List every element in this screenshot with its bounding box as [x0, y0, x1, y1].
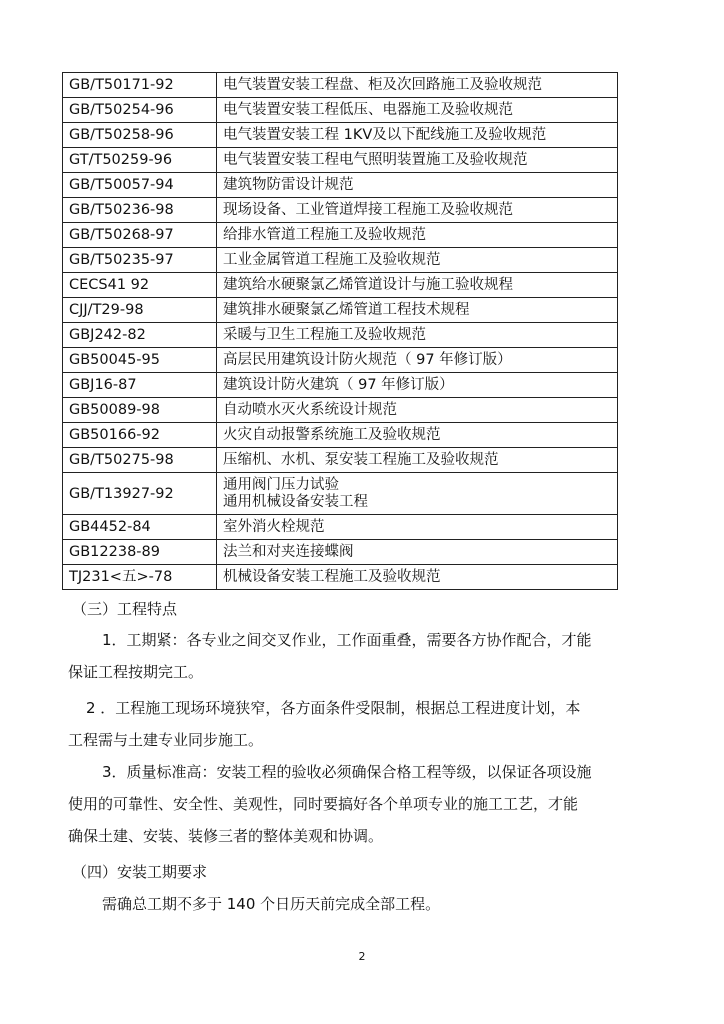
table-row: [63, 373, 618, 398]
standard-name-cell: [217, 398, 618, 423]
table-row: [63, 298, 618, 323]
standard-name-line: 给排水管道工程施工及验收规范: [223, 227, 426, 243]
table-row: [63, 423, 618, 448]
standard-name-cell: [217, 98, 618, 123]
standard-name-line: 建筑给水硬聚氯乙烯管道设计与施工验收规程: [223, 277, 513, 293]
standard-code-cell: GB/T13927-92: [63, 473, 217, 515]
standard-name-cell: [217, 73, 618, 98]
standard-code-cell: GB50045-95: [63, 348, 217, 373]
standard-code-cell: CJJ/T29-98: [63, 298, 217, 323]
section3-heading: （三）工程特点: [72, 600, 178, 618]
section3-p3-line2: 使用的可靠性、安全性、美观性，同时要搞好各个单项专业的施工工艺，才能: [68, 795, 579, 813]
standard-name-cell: [217, 223, 618, 248]
table-row: [63, 348, 618, 373]
standard-name-line: 现场设备、工业管道焊接工程施工及验收规范: [223, 202, 513, 218]
standard-name-cell: [217, 515, 618, 540]
standard-code-cell: TJ231<五>-78: [63, 565, 217, 590]
standard-name-line: 电气装置安装工程低压、电器施工及验收规范: [223, 102, 513, 118]
standard-name-cell: [217, 248, 618, 273]
section4-heading: （四）安装工期要求: [72, 863, 208, 881]
standard-code-cell: GT/T50259-96: [63, 148, 217, 173]
standard-name-cell: [217, 198, 618, 223]
section3-p3-line1: 3．质量标准高：安装工程的验收必须确保合格工程等级，以保证各项设施: [102, 763, 592, 781]
section3-p1-line1: 1．工期紧：各专业之间交叉作业，工作面重叠，需要各方协作配合，才能: [102, 631, 592, 649]
standard-code-cell: GB/T50057-94: [63, 173, 217, 198]
standard-name-line: 建筑排水硬聚氯乙烯管道工程技术规程: [223, 302, 470, 318]
standard-name-cell: [217, 348, 618, 373]
standard-code-cell: GB50089-98: [63, 398, 217, 423]
standard-code-cell: GB/T50275-98: [63, 448, 217, 473]
standard-code-cell: GB50166-92: [63, 423, 217, 448]
standard-code-cell: GB/T50171-92: [63, 73, 217, 98]
table-row: [63, 123, 618, 148]
standard-code-cell: GBJ16-87: [63, 373, 217, 398]
table-row: [63, 448, 618, 473]
standard-name-cell: [217, 273, 618, 298]
table-row: [63, 273, 618, 298]
standard-name-line: 建筑设计防火建筑（ 97 年修订版）: [223, 377, 454, 393]
section3-p1-line2: 保证工程按期完工。: [68, 663, 204, 681]
section4-paragraph: [68, 888, 624, 920]
table-row: [63, 198, 618, 223]
standard-name-cell: [217, 448, 618, 473]
section3-p2-line2: 工程需与土建专业同步施工。: [68, 731, 264, 749]
standard-name-cell: [217, 148, 618, 173]
section3-p3-line3: 确保土建、安装、装修三者的整体美观和协调。: [68, 827, 384, 845]
standard-code-cell: CECS41 92: [63, 273, 217, 298]
standard-name-line: 通用阀门压力试验: [223, 477, 339, 493]
standard-code-cell: GB/T50236-98: [63, 198, 217, 223]
table-row: [63, 248, 618, 273]
standard-code-cell: GB/T50235-97: [63, 248, 217, 273]
standard-code-cell: GB12238-89: [63, 540, 217, 565]
section3-paragraph-1: [68, 624, 624, 688]
standard-name-cell: [217, 565, 618, 590]
standard-code-cell: GB/T50268-97: [63, 223, 217, 248]
standard-name-line: 法兰和对夹连接蝶阀: [223, 544, 354, 560]
standard-name-line: 采暖与卫生工程施工及验收规范: [223, 327, 426, 343]
standard-code-cell: GB4452-84: [63, 515, 217, 540]
standard-name-cell: [217, 540, 618, 565]
table-row: [63, 540, 618, 565]
standard-name-cell: [217, 373, 618, 398]
table-row: [63, 323, 618, 348]
table-row: [63, 148, 618, 173]
standard-name-line: 通用机械设备安装工程: [223, 494, 368, 510]
standard-name-line: 压缩机、水机、泵安装工程施工及验收规范: [223, 452, 499, 468]
section4-p1: 需确总工期不多于 140 个日历天前完成全部工程。: [102, 895, 441, 913]
standard-name-line: 电气装置安装工程 1KV及以下配线施工及验收规范: [223, 127, 547, 143]
table-row: [63, 473, 618, 515]
standard-name-cell: [217, 423, 618, 448]
standard-name-line: 电气装置安装工程盘、柜及次回路施工及验收规范: [223, 77, 542, 93]
standard-code-cell: GBJ242-82: [63, 323, 217, 348]
standard-name-line: 高层民用建筑设计防火规范（ 97 年修订版）: [223, 352, 512, 368]
section3-paragraph-3: [68, 756, 624, 852]
standard-name-line: 火灾自动报警系统施工及验收规范: [223, 427, 441, 443]
standard-name-line: 电气装置安装工程电气照明装置施工及验收规范: [223, 152, 528, 168]
table-row: [63, 173, 618, 198]
page-number: 2: [358, 950, 366, 963]
standard-name-line: 自动喷水灭火系统设计规范: [223, 402, 397, 418]
standard-name-cell: [217, 123, 618, 148]
standard-name-line: 工业金属管道工程施工及验收规范: [223, 252, 441, 268]
standard-code-cell: GB/T50254-96: [63, 98, 217, 123]
standard-code-cell: GB/T50258-96: [63, 123, 217, 148]
standard-name-line: 建筑物防雷设计规范: [223, 177, 354, 193]
standard-name-line: 室外消火栓规范: [223, 519, 325, 535]
standards-table-body: [63, 73, 618, 590]
table-row: [63, 223, 618, 248]
standard-name-cell: [217, 173, 618, 198]
table-row: [63, 398, 618, 423]
table-row: [63, 515, 618, 540]
standard-name-cell: [217, 298, 618, 323]
standard-name-cell: [217, 473, 618, 515]
table-row: [63, 565, 618, 590]
table-row: [63, 98, 618, 123]
section3-p2-line1: 2 ．工程施工现场环境狭窄，各方面条件受限制，根据总工程进度计划，本: [86, 699, 581, 717]
standard-name-cell: [217, 323, 618, 348]
table-row: [63, 73, 618, 98]
standard-name-line: 机械设备安装工程施工及验收规范: [223, 569, 441, 585]
section3-paragraph-2: [68, 692, 624, 756]
standards-table: [62, 72, 618, 590]
